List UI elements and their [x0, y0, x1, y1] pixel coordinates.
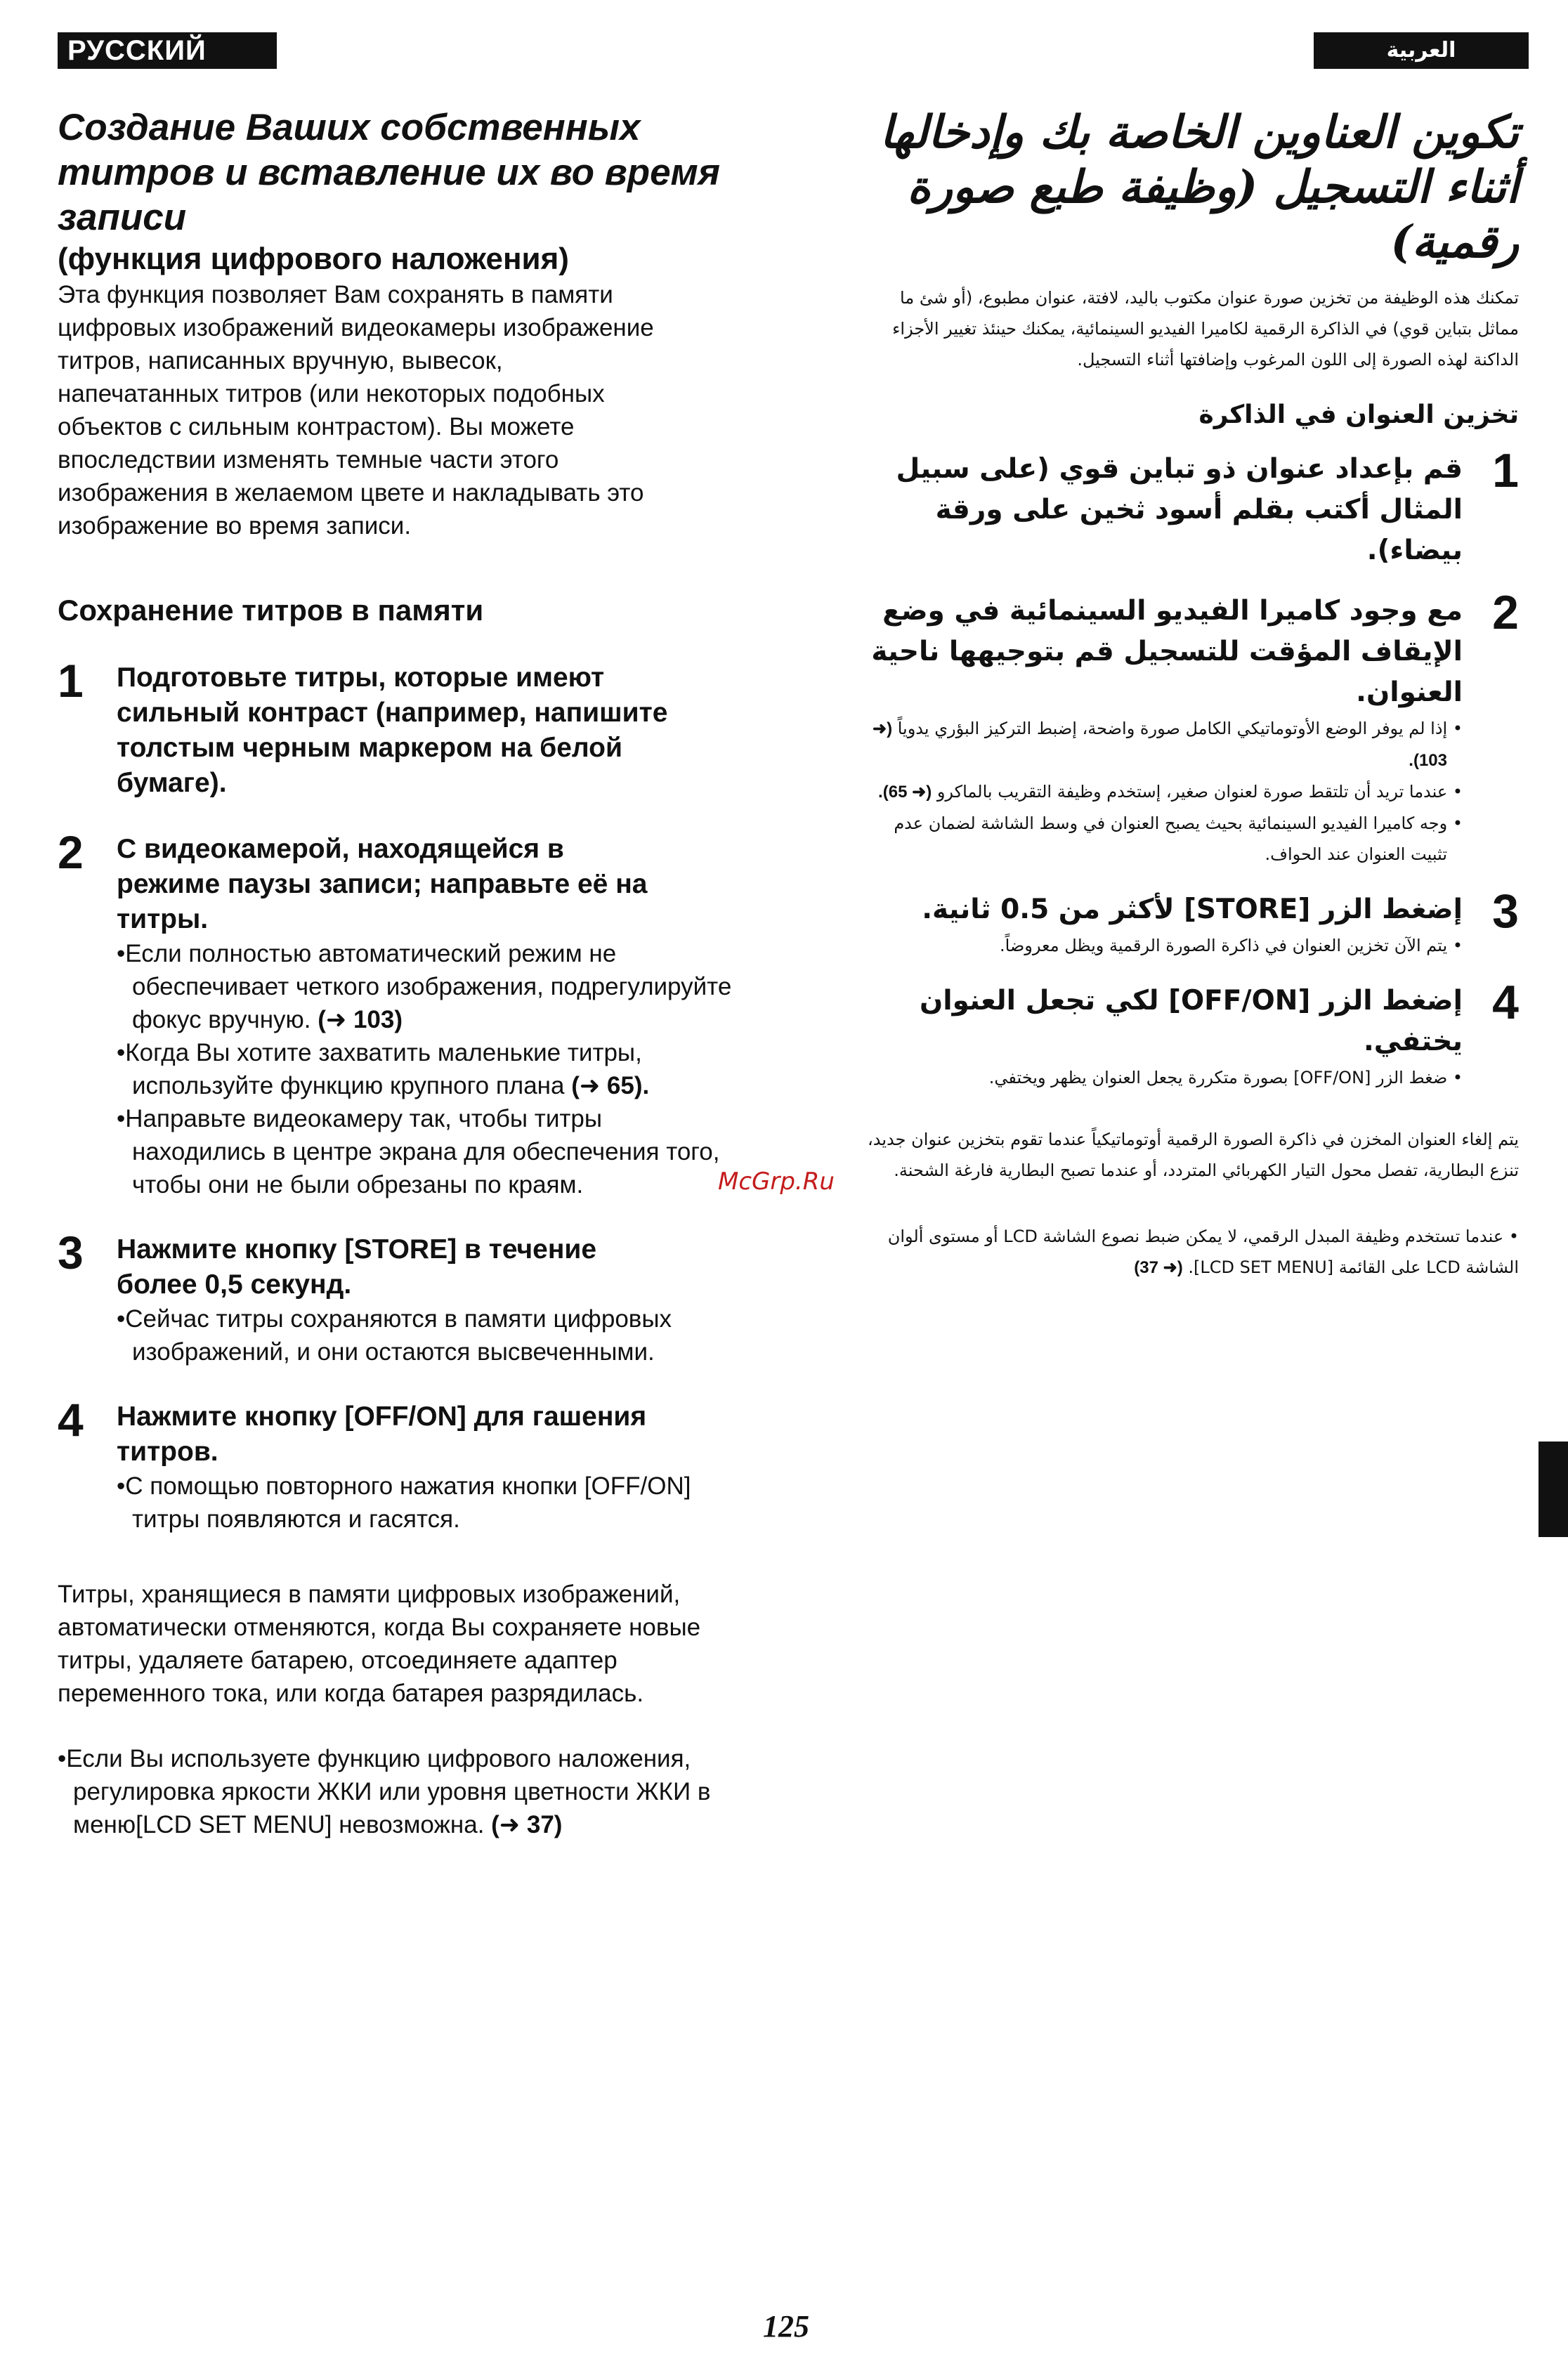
- title-line: رقمية): [1390, 216, 1519, 268]
- intro-line: изображение во время записи.: [58, 512, 412, 540]
- bullet-text: •Когда Вы хотите захватить маленькие титры, используйте функцию крупного плана: [117, 1039, 642, 1099]
- step-bullet: [117, 1102, 732, 1201]
- page-title-ru: [58, 105, 732, 240]
- step-bullet: [117, 1470, 732, 1536]
- step-bullet: [117, 1302, 732, 1368]
- chapter-side-marker: [1538, 1442, 1568, 1537]
- step-number: 3: [1492, 884, 1519, 938]
- bullet-text: •Если полностью автоматический режим не обеспечивает четкого изображения, подрегулируйте фокус вручную.: [117, 940, 732, 1033]
- title-line: أثناء التسجيل (وظيفة طبع صورة: [907, 161, 1519, 214]
- page-reference: (➜ 65).: [878, 783, 932, 802]
- title-line: تكوين العناوين الخاصة بك وإدخالها: [880, 106, 1519, 159]
- bullet-text: •С помощью повторного нажатия кнопки [OFF/ON] титры появляются и гасятся.: [117, 1472, 691, 1533]
- intro-line: Эта функция позволяет Вам сохранять в памяти: [58, 281, 613, 308]
- step-title-line: Подготовьте титры, которые имеют: [117, 662, 605, 693]
- language-tab-russian: РУССКИЙ ЯЗЫК: [58, 32, 277, 69]
- step-1-ru: [58, 655, 732, 801]
- subtitle-ru: (функция цифрового наложения): [58, 242, 569, 276]
- title-line: титров и вставление их во время: [58, 152, 720, 193]
- watermark: McGrp.Ru: [718, 1168, 835, 1196]
- step-number: 1: [1492, 444, 1519, 497]
- intro-line: объектов с сильным контрастом). Вы можете: [58, 413, 575, 440]
- step-title-line: Нажмите кнопку [STORE] в течение: [117, 1234, 597, 1264]
- step-bullet: [858, 808, 1463, 870]
- page-reference: (➜ 103).: [872, 719, 1447, 770]
- step-title-line: С видеокамерой, находящейся в: [117, 834, 564, 864]
- step-title: إضغط الزر [OFF/ON] لكي تجعل العنوان يختفي.: [920, 985, 1463, 1057]
- bullet-text: •Сейчас титры сохраняются в памяти цифровых изображений, и они остаются высвеченными.: [117, 1305, 672, 1366]
- bullet-text: • إذا لم يوفر الوضع الأوتوماتيكي الكامل صورة واضحة، إضبط التركيز البؤري يدوياً: [897, 719, 1463, 738]
- step-title-line: толстым черным маркером на белой: [117, 733, 622, 763]
- arabic-column: [858, 105, 1519, 1283]
- bullet-text: • عندما تريد أن تلتقط صورة لعنوان صغير، إستخدم وظيفة التقريب بالماكرو: [936, 782, 1463, 802]
- page-number: 125: [763, 2309, 809, 2344]
- step-number: 4: [1492, 976, 1519, 1029]
- step-number: 3: [58, 1227, 84, 1279]
- intro-ru: [58, 278, 732, 542]
- step-title-line: бумаге).: [117, 768, 227, 798]
- step-title: إضغط الزر [STORE] لأكثر من 0.5 ثانية.: [922, 894, 1463, 925]
- title-line: записи: [58, 197, 187, 238]
- intro-line: впоследствии изменять темные части этого: [58, 446, 559, 473]
- section-heading-ru: Сохранение титров в памяти: [58, 594, 484, 627]
- step-bullet: [117, 937, 732, 1036]
- note-text: •Если Вы используете функцию цифрового наложения, регулировка яркости ЖКИ или уровня цветности ЖКИ в меню[LCD SET MENU] невозможна.: [58, 1745, 711, 1838]
- step-4-ar: [858, 976, 1519, 1093]
- step-title: قم بإعداد عنوان ذو تباين قوي (على سبيل المثال أكتب بقلم أسود ثخين على ورقة بيضاء).: [896, 453, 1463, 566]
- step-3-ru: [58, 1227, 732, 1368]
- intro-ar: تمكنك هذه الوظيفة من تخزين صورة عنوان مكتوب باليد، لافتة، عنوان مطبوع، (أو شئ ما مماثل بتباين قوي) في الذاكرة الرقمية لكاميرا الفيديو السينمائية، يمكنك حينئذ تغيير الأجزاء الداكنة لهذه الصورة إلى اللون المرغوب وإضافتها أثناء التسجيل.: [892, 288, 1519, 370]
- step-bullet: [858, 1062, 1463, 1093]
- page-reference: (➜ 37): [491, 1811, 563, 1838]
- page-reference: (➜ 37): [1134, 1258, 1183, 1277]
- step-1-ar: [858, 444, 1519, 571]
- note-ar: [858, 1221, 1519, 1283]
- step-bullet: [117, 1036, 732, 1102]
- intro-line: титров, написанных вручную, вывесок,: [58, 347, 503, 374]
- bullet-text: • يتم الآن تخزين العنوان في ذاكرة الصورة الرقمية ويظل معروضاً.: [999, 936, 1463, 955]
- bullet-text: • وجه كاميرا الفيديو السينمائية بحيث يصبح العنوان في وسط الشاشة لضمان عدم تثبيت العنوان عند الحواف.: [894, 813, 1463, 864]
- closing-paragraph-ru: Титры, хранящиеся в памяти цифровых изображений, автоматически отменяются, когда Вы сохраняете новые титры, удаляете батарею, отсоединяете адаптер переменного тока, или когда батарея разрядилась.: [58, 1581, 701, 1707]
- bullet-text: •Направьте видеокамеру так, чтобы титры находились в центре экрана для обеспечения того, чтобы они не были обрезаны по краям.: [117, 1105, 720, 1198]
- note-ru: [58, 1742, 732, 1841]
- step-bullet: [858, 930, 1463, 961]
- step-2-ru: [58, 826, 732, 1201]
- bullet-text: • ضغط الزر [OFF/ON] بصورة متكررة يجعل العنوان يظهر ويختفي.: [988, 1068, 1463, 1087]
- section-heading-ar: تخزين العنوان في الذاكرة: [1198, 400, 1519, 429]
- step-title: مع وجود كاميرا الفيديو السينمائية في وضع الإيقاف المؤقت للتسجيل قم بتوجيهها ناحية العنوان.: [871, 595, 1463, 708]
- step-title-line: Нажмите кнопку [OFF/ON] для гашения: [117, 1401, 647, 1432]
- page-title-ar: [858, 105, 1519, 270]
- step-number: 1: [58, 655, 84, 707]
- closing-paragraph-ar: يتم إلغاء العنوان المخزن في ذاكرة الصورة الرقمية أوتوماتيكياً عندما تقوم بتخزين عنوان جديد، تنزع البطارية، تفصل محول التيار الكهربائي المتردد، أو عندما تصبح البطارية فارغة الشحنة.: [868, 1130, 1519, 1180]
- page-reference: (➜ 65).: [571, 1072, 650, 1099]
- page-reference: (➜ 103): [318, 1006, 403, 1033]
- step-3-ar: [858, 884, 1519, 961]
- step-bullet: [858, 776, 1463, 808]
- step-4-ru: [58, 1394, 732, 1536]
- step-number: 4: [58, 1394, 84, 1446]
- step-number: 2: [58, 826, 84, 878]
- step-title-line: режиме паузы записи; направьте её на: [117, 869, 648, 899]
- intro-line: изображения в желаемом цвете и накладывать это: [58, 479, 644, 506]
- step-bullet: [858, 713, 1463, 776]
- title-line: Создание Ваших собственных: [58, 107, 641, 148]
- step-title-line: сильный контраст (например, напишите: [117, 698, 668, 728]
- russian-column: [58, 105, 732, 1841]
- step-2-ar: [858, 586, 1519, 870]
- intro-line: напечатанных титров (или некоторых подобных: [58, 380, 605, 407]
- step-title-line: титры.: [117, 904, 209, 934]
- step-title-line: титров.: [117, 1437, 218, 1467]
- intro-line: цифровых изображений видеокамеры изображение: [58, 314, 654, 341]
- step-number: 2: [1492, 586, 1519, 639]
- language-tab-arabic: العربية: [1314, 32, 1529, 69]
- step-title-line: более 0,5 секунд.: [117, 1269, 352, 1300]
- note-text: • عندما تستخدم وظيفة المبدل الرقمي، لا يمكن ضبط نصوع الشاشة LCD أو مستوى ألوان الشاشة LCD على القائمة [LCD SET MENU].: [887, 1227, 1519, 1277]
